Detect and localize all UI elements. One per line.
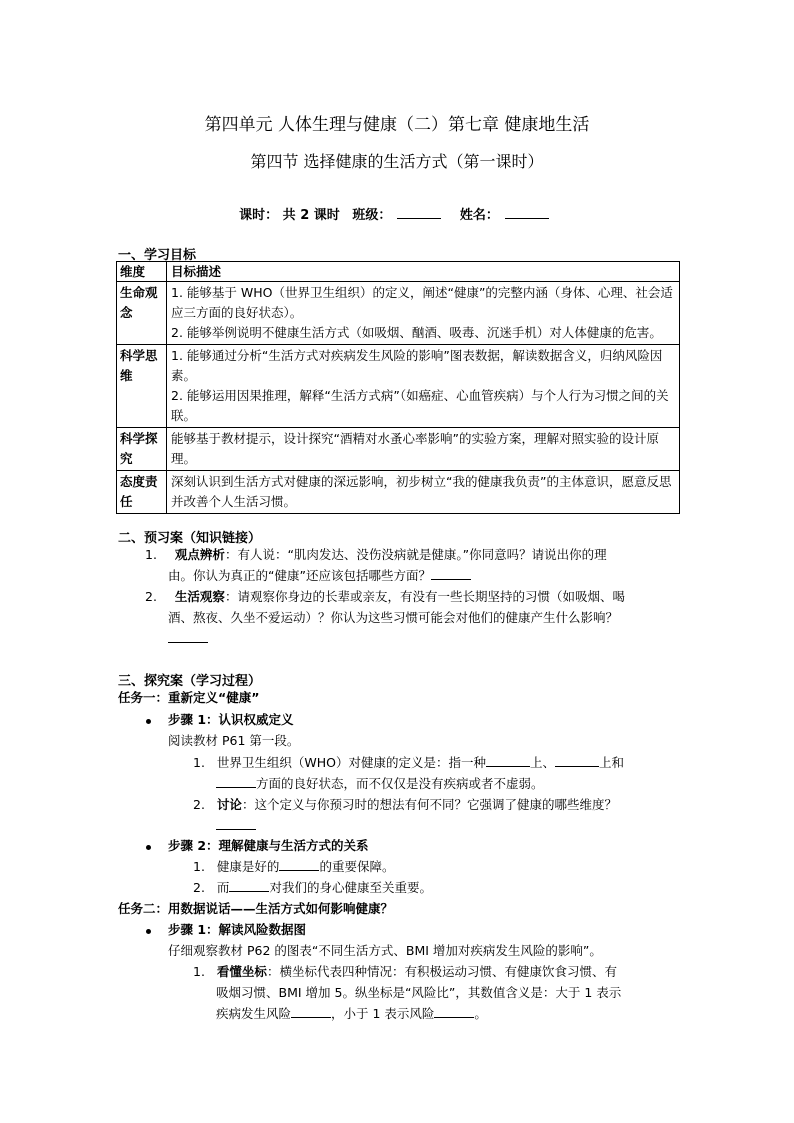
- goal-line: 深刻认识到生活方式对健康的深远影响，初步树立“我的健康我负责”的主体意识，愿意反思并改善个人生活习惯。: [171, 474, 672, 509]
- row-description: [167, 345, 680, 428]
- preview-item-1: [145, 545, 607, 565]
- bullet-icon: [146, 929, 151, 934]
- item-label: 讨论: [216, 797, 242, 812]
- table-row: [117, 471, 680, 514]
- item-text: 疾病发生风险: [216, 1006, 292, 1021]
- name-blank[interactable]: [505, 206, 549, 219]
- item-text: 方面的良好状态，而不仅仅是没有疾病或者不虚弱。: [256, 776, 544, 791]
- hours-label: 课时：: [239, 208, 279, 223]
- item-label: 生活观察: [174, 589, 225, 604]
- answer-blank[interactable]: [168, 630, 208, 643]
- item-number: 2.: [193, 797, 205, 812]
- item-text: 由。你认为真正的“健康”还应该包括哪些方面？: [168, 568, 431, 583]
- item-number: 1.: [193, 859, 205, 874]
- name-label: 姓名：: [459, 208, 499, 223]
- item-text: ：这个定义与你预习时的想法有何不同？它强调了健康的哪些维度？: [241, 797, 617, 812]
- section-heading-preview: 二、预习案（知识链接）: [118, 531, 262, 546]
- item-number: 1.: [193, 755, 205, 770]
- goal-line: 2. 能够举例说明不健康生活方式（如吸烟、酗酒、吸毒、沉迷手机）对人体健康的危害。: [171, 325, 662, 340]
- row-description: [167, 471, 680, 514]
- row-description: [167, 428, 680, 471]
- meta-line: [0, 204, 794, 223]
- item-text: 上、: [530, 755, 556, 770]
- task2-item1-cont2: [216, 1004, 487, 1024]
- item-text: 健康是好的: [216, 859, 280, 874]
- answer-blank[interactable]: [216, 817, 256, 830]
- preview-item-1-cont: [168, 566, 471, 586]
- row-dimension: 态度责任: [117, 471, 167, 514]
- item-number: 1.: [193, 964, 205, 979]
- row-dimension: 科学思维: [117, 345, 167, 428]
- task1-step2-title: 步骤 2：理解健康与生活方式的关系: [168, 838, 369, 853]
- col-dimension: 维度: [117, 262, 167, 282]
- task1-step1-title: 步骤 1：认识权威定义: [168, 712, 294, 727]
- row-description: [167, 282, 680, 345]
- item-label: 看懂坐标: [216, 964, 267, 979]
- task2-step1-title: 步骤 1：解读风险数据图: [168, 922, 307, 937]
- class-blank[interactable]: [397, 206, 441, 219]
- goal-line: 1. 能够通过分析“生活方式对疾病发生风险的影响”图表数据，解读数据含义，归纳风险因素。: [171, 348, 663, 383]
- page-title: 第四单元 人体生理与健康（二）第七章 健康地生活: [204, 115, 590, 135]
- item-number: 2.: [193, 880, 205, 895]
- answer-blank[interactable]: [229, 879, 269, 892]
- task2-item1-cont: 吸烟习惯、BMI 增加 5。纵坐标是“风险比”，其数值含义是：大于 1 表示: [216, 985, 622, 1000]
- item-text: 世界卫生组织（WHO）对健康的定义是：指一种: [216, 755, 487, 770]
- preview-item-2-blank: [168, 629, 208, 649]
- task1-item2-blank: [216, 816, 256, 836]
- task2-title: 任务二：用数据说话——生活方式如何影响健康？: [118, 901, 394, 916]
- item-label: 观点辨析: [174, 547, 225, 562]
- item-text: ：有人说：“肌肉发达、没伤没病就是健康。”你同意吗？请说出你的理: [224, 547, 607, 562]
- item-text: 上和: [599, 755, 625, 770]
- bullet-icon: [146, 719, 151, 724]
- preview-item-2: [145, 587, 625, 607]
- task1-s2-item2: [193, 878, 432, 898]
- task1-step1-intro: 阅读教材 P61 第一段。: [168, 733, 300, 748]
- item-text: 。: [474, 1006, 487, 1021]
- item-text: 酒、熬夜、久坐不爱运动）？你认为这些习惯可能会对他们的健康产生什么影响？: [168, 610, 619, 625]
- task1-s2-item1: [193, 857, 394, 877]
- preview-item-2-cont: [168, 608, 618, 628]
- item-number: 1.: [145, 547, 157, 562]
- answer-blank[interactable]: [431, 567, 471, 580]
- task1-item2: [193, 795, 617, 815]
- table-row: [117, 345, 680, 428]
- row-dimension: 生命观念: [117, 282, 167, 345]
- table-row: [117, 428, 680, 471]
- class-label: 班级：: [352, 208, 392, 223]
- item-text: ，小于 1 表示风险: [331, 1006, 435, 1021]
- item-text: ：请观察你身边的长辈或亲友，有没有一些长期坚持的习惯（如吸烟、喝: [224, 589, 625, 604]
- answer-blank[interactable]: [434, 1005, 474, 1018]
- table-row: [117, 282, 680, 345]
- task1-item1: [193, 753, 624, 773]
- item-text: 对我们的身心健康至关重要。: [269, 880, 432, 895]
- task2-step1-intro: 仔细观察教材 P62 的图表“不同生活方式、BMI 增加对疾病发生风险的影响”。: [168, 943, 602, 958]
- answer-blank[interactable]: [279, 858, 319, 871]
- table-header-row: [117, 262, 680, 282]
- answer-blank[interactable]: [486, 754, 530, 767]
- section-heading-goals: 一、学习目标: [118, 248, 197, 263]
- page-subtitle: 第四节 选择健康的生活方式（第一课时）: [250, 152, 544, 171]
- col-description: 目标描述: [167, 262, 680, 282]
- task1-item1-cont: [216, 774, 544, 794]
- answer-blank[interactable]: [291, 1005, 331, 1018]
- answer-blank[interactable]: [555, 754, 599, 767]
- section-heading-inquiry: 三、探究案（学习过程）: [118, 674, 262, 689]
- item-text: 而: [216, 880, 230, 895]
- task2-item1: [193, 962, 617, 982]
- goal-line: 1. 能够基于 WHO（世界卫生组织）的定义，阐述“健康”的完整内涵（身体、心理、社会适应三方面的良好状态）。: [171, 285, 673, 320]
- item-text: ：横坐标代表四种情况：有积极运动习惯、有健康饮食习惯、有: [266, 964, 617, 979]
- goal-line: 能够基于教材提示，设计探究“酒精对水蚤心率影响”的实验方案，理解对照实验的设计原理。: [171, 431, 659, 466]
- task1-title: 任务一：重新定义“健康”: [118, 690, 260, 705]
- item-number: 2.: [145, 589, 157, 604]
- row-dimension: 科学探究: [117, 428, 167, 471]
- goals-table: [116, 261, 680, 514]
- hours-value: 共 2 课时: [282, 208, 340, 223]
- goal-line: 2. 能够运用因果推理，解释“生活方式病”（如癌症、心血管疾病）与个人行为习惯之间的关联。: [171, 388, 669, 423]
- bullet-icon: [146, 845, 151, 850]
- item-text: 的重要保障。: [319, 859, 395, 874]
- answer-blank[interactable]: [216, 775, 256, 788]
